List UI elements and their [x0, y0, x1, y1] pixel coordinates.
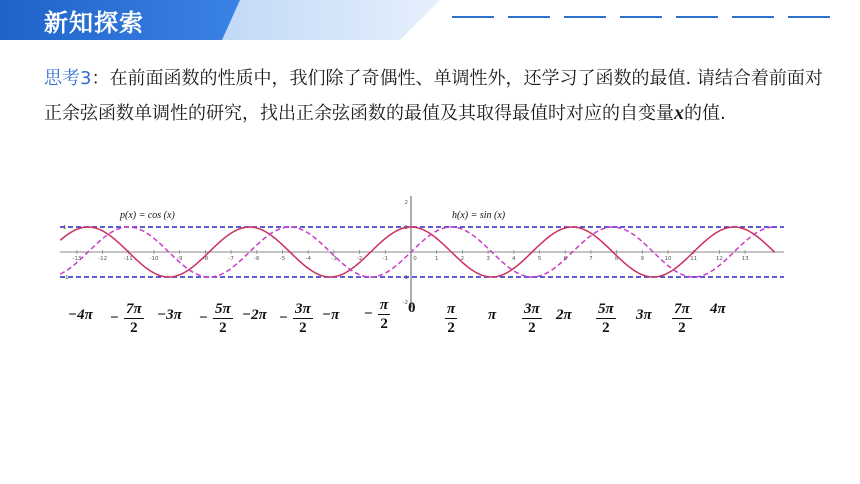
x-tick-label: 2 [460, 256, 465, 262]
x-tick-label: 13 [741, 256, 749, 262]
x-tick-label: -6 [254, 256, 260, 262]
x-tick-label: -2 [356, 256, 363, 262]
x-tick-label: 0 [413, 256, 417, 262]
x-tick-label: 3 [486, 256, 490, 262]
section-title: 新知探索 [44, 9, 144, 37]
question-tail: 的值. [684, 103, 726, 124]
trig-function-graph [60, 194, 784, 310]
angle-label-7pi-2: $\frac{7\pi}{2}$ [674, 301, 690, 336]
y-tick-label: 2 [404, 200, 408, 206]
angle-label-3pi-2: $\frac{3\pi}{2}$ [524, 301, 540, 336]
x-tick-label: -12 [98, 256, 108, 262]
x-tick-label: 5 [537, 256, 542, 262]
sin-function-label: h(x) = sin (x) [452, 210, 506, 221]
x-tick-label: -5 [279, 256, 286, 262]
y-tick-label: 1 [404, 225, 408, 231]
angle-label-5pi-2: $\frac{5\pi}{2}$ [598, 301, 614, 336]
x-tick-label: -10 [149, 256, 159, 262]
angle-label-neg-5pi-2: − 5π 2 [199, 301, 231, 336]
question-paragraph [44, 62, 824, 131]
question-variable: x [674, 102, 684, 124]
y-ticks [63, 200, 408, 306]
angle-label-pi-2: $\frac{\pi}{2}$ [447, 301, 456, 336]
angle-label-neg-3pi-2: − 3π 2 [279, 301, 311, 336]
x-tick-label: 1 [434, 256, 439, 262]
x-tick-label: 7 [589, 256, 593, 262]
x-tick-label: -3 [331, 256, 337, 262]
x-tick-label: 8 [614, 256, 619, 262]
angle-label-neg-pi-2: − π 2 [364, 297, 389, 332]
x-tick-label: -8 [202, 256, 209, 262]
question-lead: 思考3 [44, 68, 92, 89]
y-tick-label: -1 [63, 275, 69, 281]
angle-label-neg-4pi: −4π [68, 307, 93, 323]
angle-label-neg-2pi: −2π [242, 307, 267, 323]
x-tick-label: -11 [123, 256, 133, 262]
x-tick-label: 4 [512, 256, 516, 262]
y-tick-label: 1 [63, 225, 67, 231]
x-tick-label: 9 [640, 256, 645, 262]
y-tick-label: -1 [402, 275, 408, 281]
x-tick-label: 12 [715, 256, 723, 262]
y-tick-label: -2 [402, 300, 408, 306]
x-tick-label: 6 [563, 256, 567, 262]
angle-label-pi: π [488, 307, 497, 323]
angle-label-2pi: 2π [556, 307, 572, 323]
question-body: ：在前面函数的性质中，我们除了奇偶性、单调性外，还学习了函数的最值. 请结合着前面对正余弦函数单调性的研究，找出正余弦函数的最值及其取得最值时对应的自变量 [44, 68, 823, 124]
x-tick-label: 10 [664, 256, 672, 262]
x-tick-label: -1 [382, 256, 389, 262]
x-tick-label: 11 [690, 256, 698, 262]
angle-label-zero: 0 [408, 300, 416, 316]
angle-label-neg-7pi-2: − 7π 2 [110, 301, 142, 336]
cos-function-label: p(x) = cos (x) [120, 210, 175, 221]
x-tick-label: -9 [176, 256, 183, 262]
angle-label-neg-pi: −π [322, 307, 340, 323]
angle-label-4pi: 4π [710, 301, 726, 317]
x-tick-label: -7 [228, 256, 234, 262]
angle-label-neg-3pi: −3π [157, 307, 182, 323]
angle-label-3pi: 3π [636, 307, 652, 323]
x-tick-label: -13 [72, 256, 82, 262]
x-tick-label: -4 [305, 256, 311, 262]
